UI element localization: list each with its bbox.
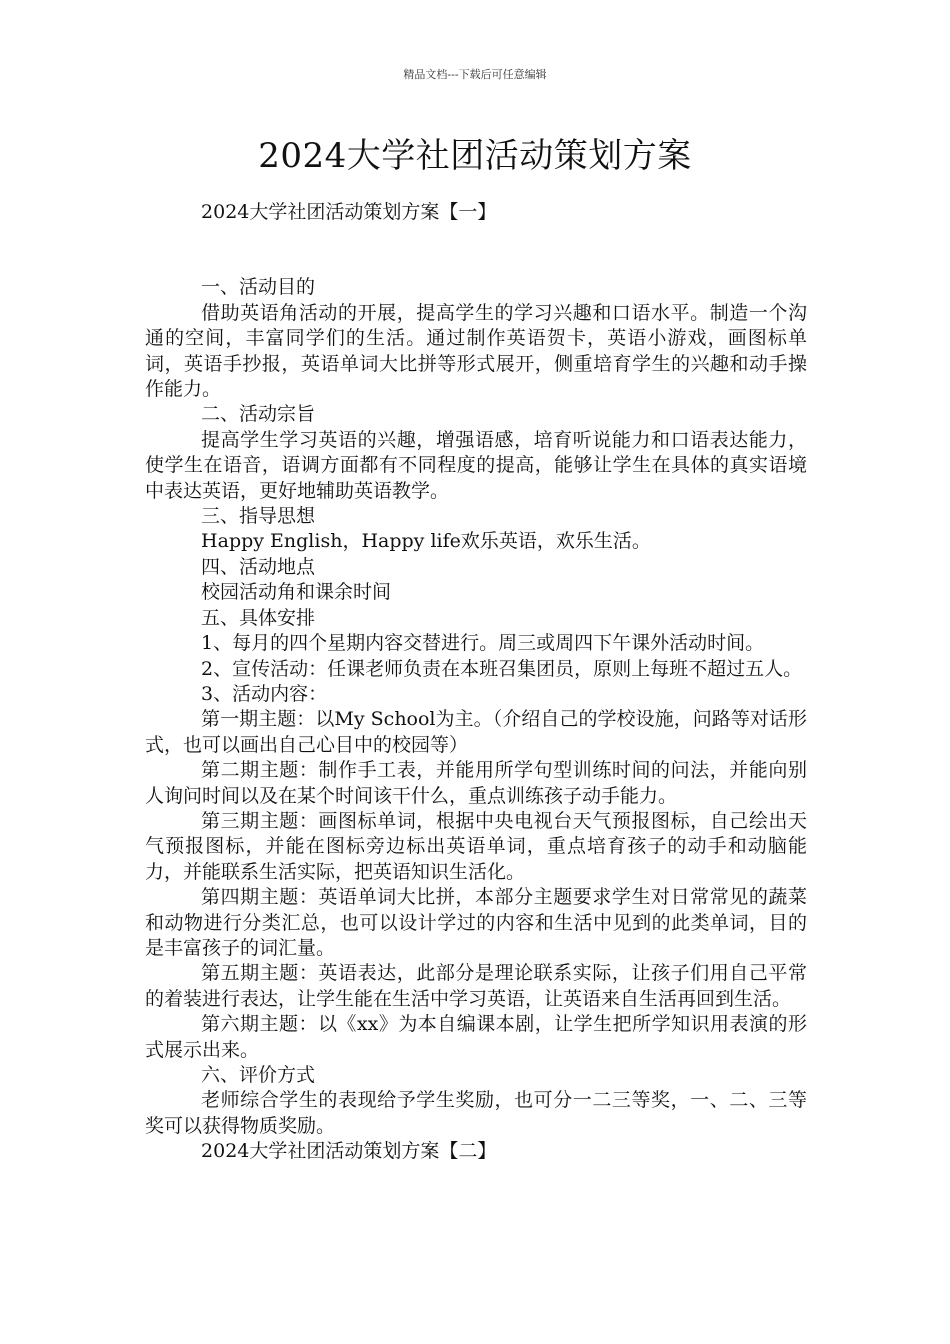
paragraph-location: 校园活动角和课余时间 [201,581,392,604]
theme-3: 第三期主题：画图标单词，根据中央电视台天气预报图标，自己绘出天气预报图标，并能在图标旁边标出英语单词，重点培育孩子的动手和动脑能力，并能联系生活实际，把英语知识生活化。 [145,809,807,883]
section-heading-2: 2024大学社团活动策划方案【二】 [201,1140,497,1163]
arrangement-item-2: 2、宣传活动：任课老师负责在本班召集团员，原则上每班不超过五人。 [201,657,803,680]
theme-6: 第六期主题：以《xx》为本自编课本剧，让学生把所学知识用表演的形式展示出来。 [145,1013,807,1061]
header-note: 精品文档---下载后可任意编辑 [403,68,547,81]
heading-arrangement: 五、具体安排 [201,606,316,629]
section-heading-1: 2024大学社团活动策划方案【一】 [201,201,497,223]
arrangement-item-3: 3、活动内容： [201,682,328,705]
heading-location: 四、活动地点 [201,555,316,578]
theme-4: 第四期主题：英语单词大比拼，本部分主题要求学生对日常常见的蔬菜和动物进行分类汇总，也可以设计学过的内容和生活中见到的此类单词，目的是丰富孩子的词汇量。 [145,886,807,959]
paragraph-purpose: 借助英语角活动的开展，提高学生的学习兴趣和口语水平。制造一个沟通的空间，丰富同学们的生活。通过制作英语贺卡，英语小游戏，画图标单词，英语手抄报，英语单词大比拼等形式展开，侧重培育学生的兴趣和动手操作能力。 [145,301,807,401]
paragraph-guiding-idea: Happy English，Happy life欢乐英语，欢乐生活。 [201,530,651,553]
theme-5: 第五期主题：英语表达，此部分是理论联系实际，让孩子们用自己平常的着装进行表达，让学生能在生活中学习英语，让英语来自生活再回到生活。 [145,962,807,1010]
theme-2: 第二期主题：制作手工表，并能用所学句型训练时间的问法，并能向别人询问时间以及在某个时间该干什么，重点训练孩子动手能力。 [145,759,807,807]
heading-purpose: 一、活动目的 [201,276,316,299]
heading-guiding-idea: 三、指导思想 [201,505,316,528]
paragraph-aim: 提高学生学习英语的兴趣，增强语感，培育听说能力和口语表达能力，使学生在语音，语调方面都有不同程度的提高，能够让学生在具体的真实语境中表达英语，更好地辅助英语教学。 [145,428,807,502]
paragraph-evaluation: 老师综合学生的表现给予学生奖励，也可分一二三等奖，一、二、三等奖可以获得物质奖励。 [145,1089,807,1137]
arrangement-item-1: 1、每月的四个星期内容交替进行。周三或周四下午课外活动时间。 [201,632,765,655]
heading-evaluation: 六、评价方式 [201,1064,316,1086]
heading-aim: 二、活动宗旨 [201,403,316,426]
theme-1: 第一期主题：以My School为主。（介绍自己的学校设施，问路等对话形式，也可以画出自己心目中的校园等） [145,708,807,756]
document-body [145,200,807,1165]
document-title: 2024大学社团活动策划方案 [258,136,692,176]
